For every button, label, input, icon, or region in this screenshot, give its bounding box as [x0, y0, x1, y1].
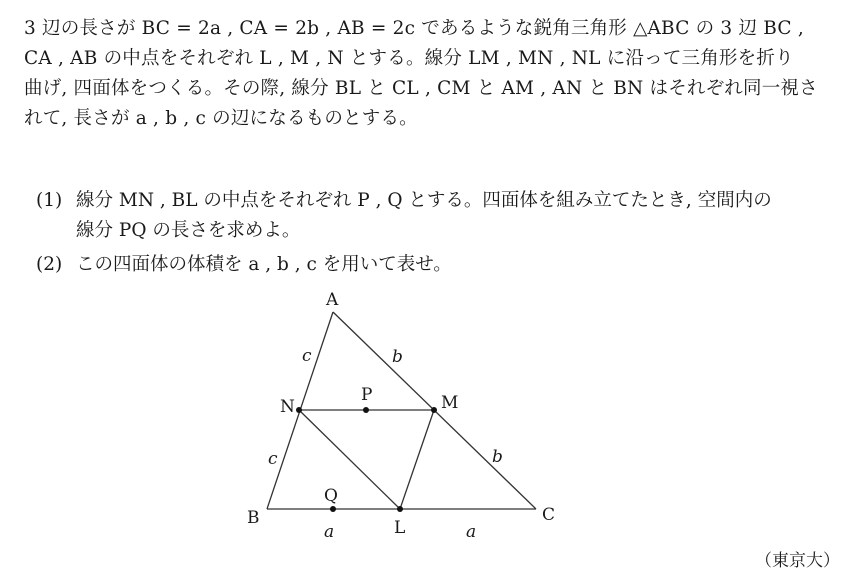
question-2-number: (2): [36, 254, 63, 275]
label-side-AM: b: [392, 347, 403, 367]
label-side-LC: a: [466, 522, 477, 542]
label-M: M: [441, 393, 459, 413]
label-L: L: [394, 518, 406, 538]
segment-NL: [299, 410, 400, 509]
label-C: C: [542, 505, 556, 525]
point-P: [363, 407, 369, 413]
point-Q: [330, 506, 336, 512]
point-M: [431, 407, 437, 413]
label-B: B: [247, 508, 260, 528]
question-1-line-1: 線分 MN , BL の中点をそれぞれ P , Q とする。四面体を組み立てたとき, 空間内の: [76, 190, 772, 211]
problem-line-3: 曲げ, 四面体をつくる。その際, 線分 BL と CL , CM と AM , AN と BN はそれぞれ同一視さ: [24, 78, 818, 99]
label-side-NB: c: [268, 449, 278, 469]
source-attribution: （東京大）: [755, 551, 840, 571]
problem-line-4: れて, 長さが a , b , c の辺になるものとする。: [24, 108, 418, 129]
question-1-line-2: 線分 PQ の長さを求めよ。: [76, 220, 301, 241]
label-A: A: [326, 290, 339, 310]
segment-ML: [400, 410, 434, 509]
question-2-line-1: この四面体の体積を a , b , c を用いて表せ。: [76, 254, 452, 275]
question-1-number: (1): [36, 190, 63, 211]
problem-line-1: 3 辺の長さが BC = 2a , CA = 2b , AB = 2c であるような鋭角三角形 △ABC の 3 辺 BC ,: [24, 18, 804, 39]
problem-line-2: CA , AB の中点をそれぞれ L , M , N とする。線分 LM , MN , NL に沿って三角形を折り: [24, 48, 794, 69]
label-side-BL: a: [324, 522, 335, 542]
label-side-AN: c: [302, 346, 312, 366]
point-L: [397, 506, 403, 512]
label-P: P: [361, 385, 373, 405]
point-N: [296, 407, 302, 413]
label-Q: Q: [324, 486, 338, 506]
label-side-MC: b: [492, 447, 503, 467]
label-N: N: [280, 397, 295, 417]
